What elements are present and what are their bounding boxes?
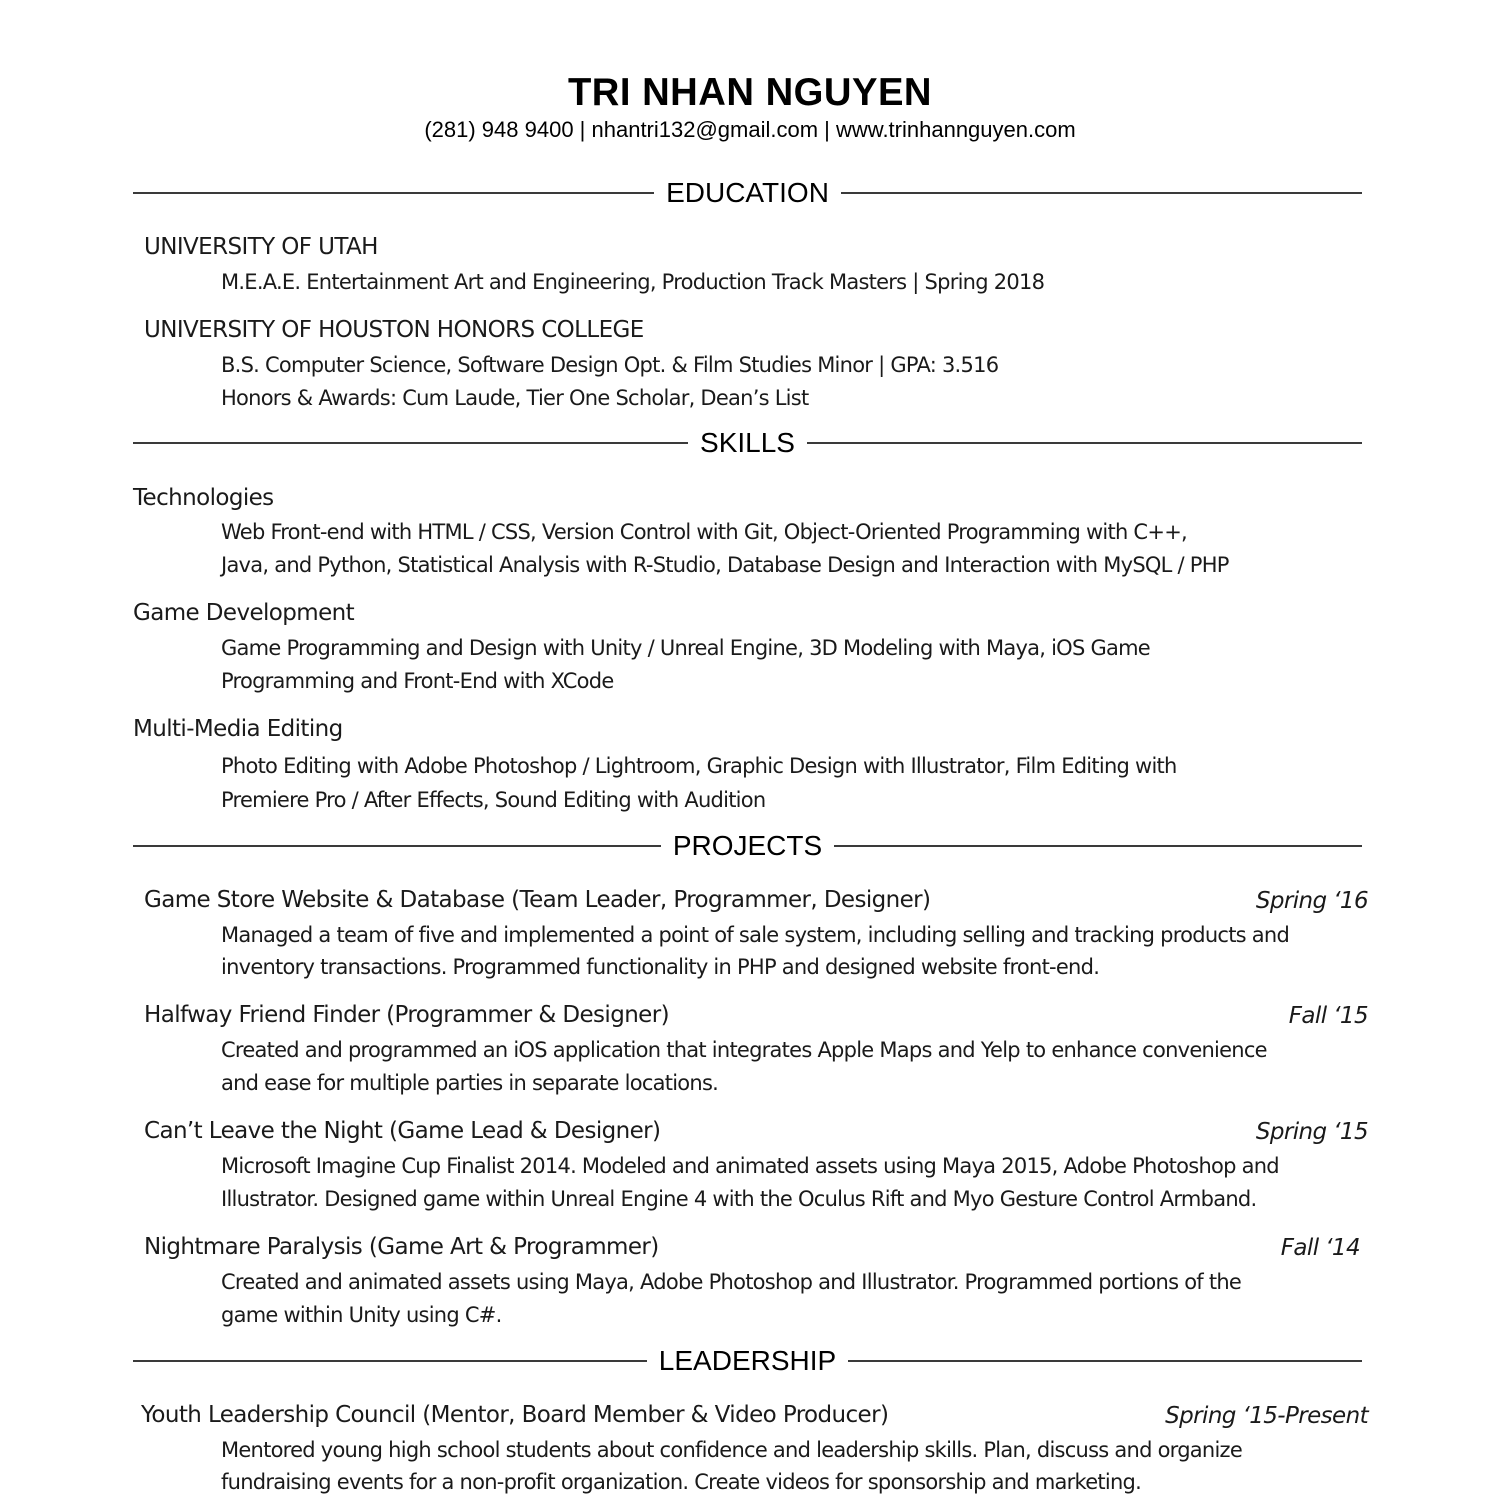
leadership-date: Spring ‘15-Present [1165, 1403, 1368, 1429]
project-title: Game Store Website & Database (Team Leader, Programmer, Designer) [144, 887, 931, 913]
divider [834, 845, 1362, 847]
education-school: UNIVERSITY OF UTAH [144, 234, 378, 260]
leadership-title: Youth Leadership Council (Mentor, Board Member & Video Producer) [141, 1402, 889, 1428]
skill-detail: Programming and Front-End with XCode [221, 669, 614, 693]
project-description: game within Unity using C#. [221, 1303, 502, 1327]
project-date: Spring ‘15 [1255, 1119, 1368, 1145]
section-heading-projects [133, 826, 1362, 866]
project-description: Illustrator. Designed game within Unreal Engine 4 with the Oculus Rift and Myo Gesture Control Armband. [221, 1187, 1257, 1211]
divider [133, 192, 654, 194]
project-title: Nightmare Paralysis (Game Art & Programmer) [144, 1234, 659, 1260]
project-date: Fall ‘14 [1280, 1235, 1360, 1261]
leadership-description: Mentored young high school students about confidence and leadership skills. Plan, discuss and organize [221, 1438, 1242, 1462]
project-description: inventory transactions. Programmed functionality in PHP and designed website front-end. [221, 955, 1100, 979]
skill-detail: Photo Editing with Adobe Photoshop / Lightroom, Graphic Design with Illustrator, Film Editing with [221, 754, 1177, 778]
section-heading-skills [133, 423, 1362, 463]
project-description: Microsoft Imagine Cup Finalist 2014. Modeled and animated assets using Maya 2015, Adobe Photoshop and [221, 1154, 1279, 1178]
project-date: Spring ‘16 [1255, 888, 1368, 914]
divider [133, 845, 661, 847]
project-description: Created and animated assets using Maya, Adobe Photoshop and Illustrator. Programmed portions of the [221, 1270, 1242, 1294]
divider [133, 1360, 647, 1362]
skill-category: Multi-Media Editing [133, 716, 343, 742]
section-title: EDUCATION [666, 177, 829, 208]
section-title: SKILLS [700, 427, 795, 458]
project-date: Fall ‘15 [1288, 1003, 1368, 1029]
project-title: Halfway Friend Finder (Programmer & Designer) [144, 1002, 669, 1028]
candidate-name: TRI NHAN NGUYEN [567, 71, 933, 114]
section-title: LEADERSHIP [658, 1345, 837, 1376]
skill-detail: Java, and Python, Statistical Analysis with R-Studio, Database Design and Interaction with MySQL / PHP [221, 553, 1229, 577]
skill-detail: Game Programming and Design with Unity / Unreal Engine, 3D Modeling with Maya, iOS Game [221, 636, 1150, 660]
contact-info: (281) 948 9400 | nhantri132@gmail.com | www.trinhannguyen.com [424, 117, 1076, 142]
skill-category: Technologies [133, 485, 274, 511]
divider [841, 192, 1362, 194]
leadership-description: fundraising events for a non-profit organization. Create videos for sponsorship and marketing. [221, 1470, 1142, 1494]
resume-header [0, 70, 1500, 144]
skill-detail: Premiere Pro / After Effects, Sound Editing with Audition [221, 788, 766, 812]
divider [848, 1360, 1362, 1362]
education-detail: Honors & Awards: Cum Laude, Tier One Scholar, Dean’s List [221, 386, 809, 410]
section-title: PROJECTS [672, 830, 823, 861]
project-title: Can’t Leave the Night (Game Lead & Designer) [144, 1118, 661, 1144]
divider [807, 442, 1362, 444]
skill-detail: Web Front-end with HTML / CSS, Version Control with Git, Object-Oriented Programming with C++, [221, 520, 1187, 544]
divider [133, 442, 688, 444]
skill-category: Game Development [133, 600, 355, 626]
section-heading-leadership [133, 1341, 1362, 1381]
section-heading-education [133, 173, 1362, 213]
education-detail: B.S. Computer Science, Software Design Opt. & Film Studies Minor | GPA: 3.516 [221, 353, 999, 377]
education-detail: M.E.A.E. Entertainment Art and Engineering, Production Track Masters | Spring 2018 [221, 270, 1045, 294]
project-description: and ease for multiple parties in separate locations. [221, 1071, 719, 1095]
project-description: Managed a team of five and implemented a point of sale system, including selling and tracking products and [221, 923, 1290, 947]
education-school: UNIVERSITY OF HOUSTON HONORS COLLEGE [144, 317, 644, 343]
project-description: Created and programmed an iOS application that integrates Apple Maps and Yelp to enhance convenience [221, 1038, 1267, 1062]
